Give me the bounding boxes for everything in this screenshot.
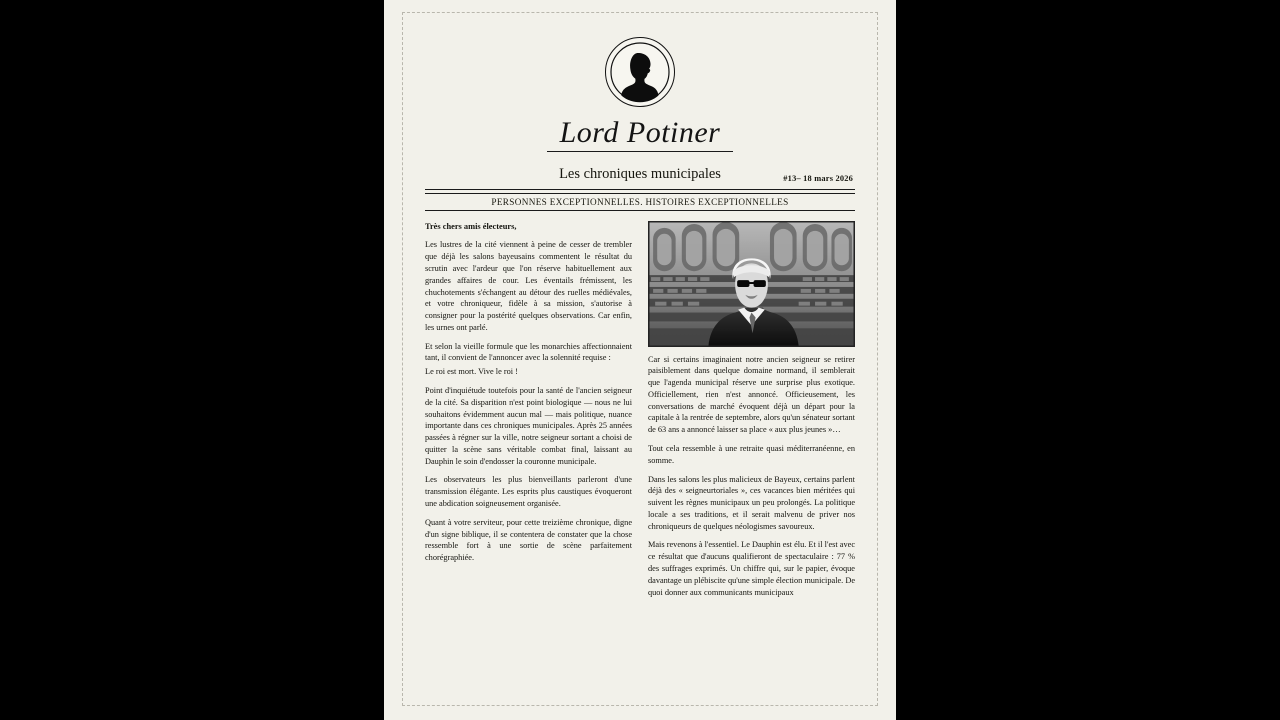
paragraph: Quant à votre serviteur, pour cette treizième chronique, digne d'un signe biblique, il se contentera de constater que la chose ressemble fort à une sortie de scène parfaitement chorégraphiée. bbox=[425, 517, 632, 563]
paragraph: Et selon la vieille formule que les monarchies affectionnaient tant, il convient de l'annoncer avec la solennité requise : bbox=[425, 341, 632, 363]
tagline: PERSONNES EXCEPTIONNELLES. HISTOIRES EXCEPTIONNELLES bbox=[491, 196, 789, 207]
paragraph: Les lustres de la cité viennent à peine de cesser de trembler que déjà les salons bayeusains commentent le résultat du scrutin avec l'ardeur que l'on réserve habituellement aux grandes affaires de cour. Les éventails frémissent, les chuchotements s'échangent au détour des ruelles médiévales, et votre chroniqueur, fidèle à sa mission, s'autorise à consigner pour la postérité quelques observations. Car enfin, les urnes ont parlé. bbox=[425, 240, 632, 332]
divider-single bbox=[425, 210, 855, 211]
assembly-chamber-photo bbox=[648, 221, 855, 347]
article-columns bbox=[425, 221, 855, 696]
paragraph: Le roi est mort. Vive le roi ! bbox=[425, 367, 518, 377]
page-title: Lord Potiner bbox=[559, 116, 721, 149]
paragraph: Mais revenons à l'essentiel. Le Dauphin est élu. Et il l'est avec ce résultat que d'aucuns qualifieront de spectaculaire : 77 % des suffrages exprimés. Un chiffre qui, sur le papier, évoque davantage un plébiscite qu'une simple élection municipale. De quoi donner aux communicants municipaux bbox=[648, 540, 855, 597]
salutation: Très chers amis électeurs, bbox=[425, 221, 517, 231]
right-column bbox=[648, 221, 855, 696]
paragraph: Dans les salons les plus malicieux de Bayeux, certains parlent déjà des « seigneurtoriales », ces vacances bien méritées qui suivent les règnes municipaux un peu prolongés. La politique locale a ses traditions, et il serait malvenu de priver nos chroniqueurs de quelques néologismes savoureux. bbox=[648, 474, 855, 531]
paragraph: Car si certains imaginaient notre ancien seigneur se retirer paisiblement dans quelque domaine normand, il semblerait que l'agenda municipal réserve une surprise plus exotique. Officiellement, rien n'est annoncé. Officieusement, les conversations de marché évoquent déjà un départ pour la capitale à la rentrée de septembre, alors qu'un sénateur sortant de 63 ans a annoncé laisser sa place « aux plus jeunes »… bbox=[648, 354, 855, 435]
paragraph: Point d'inquiétude toutefois pour la santé de l'ancien seigneur de la cité. Sa disparition n'est point biologique — nous ne lui souhaitons évidemment aucun mal — mais politique, nuance importante dans ces chroniques municipales. Après 25 années passées à régner sur la ville, notre seigneur sortant a choisi de quitter la scène sans véritable combat final, laissant au Dauphin le soin d'endosser la couronne municipale. bbox=[425, 386, 632, 466]
silhouette-portrait-medallion-icon bbox=[605, 37, 675, 107]
newsletter-page bbox=[384, 0, 896, 720]
paragraph: Tout cela ressemble à une retraite quasi méditerranéenne, en somme. bbox=[648, 443, 855, 465]
issue-number: #13– 18 mars 2026 bbox=[783, 173, 853, 183]
title-rule bbox=[547, 151, 733, 152]
subtitle-row bbox=[425, 164, 855, 184]
subtitle: Les chroniques municipales bbox=[559, 165, 721, 182]
paragraph: Les observateurs les plus bienveillants parleront d'une transmission élégante. Les esprits plus caustiques évoqueront une abdication soigneusement organisée. bbox=[425, 475, 632, 509]
page-border-frame bbox=[402, 12, 878, 706]
masthead bbox=[425, 27, 855, 221]
left-column bbox=[425, 221, 632, 696]
